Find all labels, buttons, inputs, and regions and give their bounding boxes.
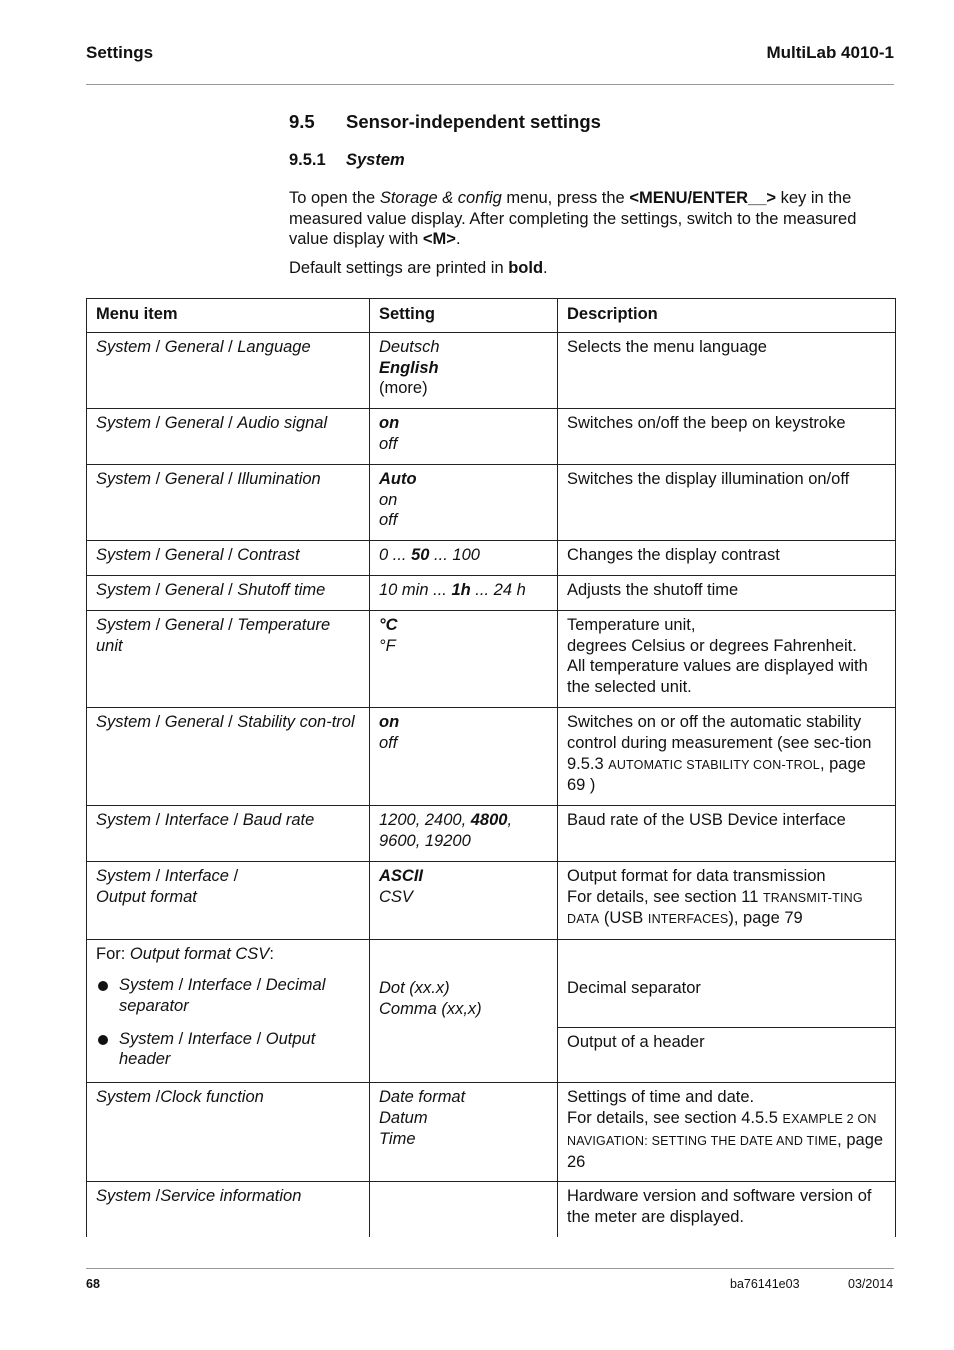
subsection-number: 9.5.1 — [289, 151, 326, 169]
description-cell: Switches the display illumination on/off — [558, 464, 896, 540]
col-header-menu-item: Menu item — [87, 299, 370, 333]
table-row-shutoff-time — [87, 575, 896, 610]
description-cell: Selects the menu language — [558, 332, 896, 408]
footer-rule — [86, 1268, 894, 1269]
description-cell: Settings of time and date. For details, see section 4.5.5 EXAMPLE 2 ON NAVIGATION: SETTING THE DATE AND TIME, page 26 — [558, 1083, 896, 1182]
intro-paragraph: To open the Storage & config menu, press the <MENU/ENTER__> key in the measured value display. After completing the settings, switch to the measured value display with <M>. — [289, 189, 857, 248]
list-item: System / Interface / Decimal separator — [96, 975, 361, 1017]
description-cell: Adjusts the shutoff time — [558, 575, 896, 610]
table-row-audio-signal — [87, 409, 896, 465]
m-key: <M> — [422, 230, 456, 248]
menu-item-cell: System /Service information — [87, 1182, 370, 1237]
table-header-row — [87, 299, 896, 333]
setting-cell — [370, 1182, 558, 1237]
setting-cell: Date format Datum Time — [370, 1083, 558, 1182]
cross-reference: EXAMPLE 2 ON NAVIGATION: SETTING THE DATE AND TIME — [567, 1111, 877, 1148]
bullet-icon — [98, 981, 108, 991]
table-row-baud-rate — [87, 806, 896, 862]
menu-item-cell: System / Interface / Baud rate — [87, 806, 370, 862]
setting-cell: 0 ... 50 ... 100 — [370, 541, 558, 576]
table-row-contrast — [87, 541, 896, 576]
page-number: 68 — [86, 1277, 100, 1291]
setting-cell: 1200, 2400, 4800, 9600, 19200 — [370, 806, 558, 862]
setting-cell: Auto on off — [370, 464, 558, 540]
section-heading — [289, 111, 601, 133]
subsection-title: System — [346, 151, 405, 169]
setting-cell: Deutsch English (more) — [370, 332, 558, 408]
list-item: System / Interface / Output header — [96, 1029, 361, 1071]
description-cell: Baud rate of the USB Device interface — [558, 806, 896, 862]
header-rule — [86, 84, 894, 85]
description-cell: Output of a header — [558, 1028, 896, 1083]
menu-item-cell: System / General / Contrast — [87, 541, 370, 576]
description-cell: Switches on or off the automatic stability control during measurement (see sec-tion 9.5.3 AUTOMATIC STABILITY CON-TROL, page 69 ) — [558, 707, 896, 805]
settings-table — [86, 298, 896, 1237]
cross-reference: AUTOMATIC STABILITY CON-TROL — [608, 757, 820, 772]
description-cell: Decimal separator — [558, 940, 896, 1028]
setting-cell: ASCII CSV — [370, 861, 558, 939]
document-id: ba76141e03 — [730, 1277, 800, 1291]
description-cell: Hardware version and software version of the meter are displayed. — [558, 1182, 896, 1237]
table-row-language — [87, 332, 896, 408]
table-row-clock-function — [87, 1083, 896, 1182]
description-cell: Changes the display contrast — [558, 541, 896, 576]
running-header-section: Settings — [86, 43, 154, 62]
table-row-csv-options — [87, 940, 896, 1028]
section-title: Sensor-independent settings — [346, 111, 601, 132]
default-note: Default settings are printed in bold. — [289, 259, 548, 277]
cross-reference: TRANSMIT-TING DATA — [567, 890, 863, 927]
menu-enter-key: <MENU/ENTER__> — [629, 189, 777, 207]
description-cell: Switches on/off the beep on keystroke — [558, 409, 896, 465]
col-header-description: Description — [558, 299, 896, 333]
menu-item-cell: System / General / Stability con-trol — [87, 707, 370, 805]
table-row-illumination — [87, 464, 896, 540]
subsection-heading — [289, 151, 405, 170]
col-header-setting: Setting — [370, 299, 558, 333]
menu-item-cell: For: Output format CSV: System / Interface / Decimal separator System / Interface / Output header — [87, 940, 370, 1083]
setting-cell: 10 min ... 1h ... 24 h — [370, 575, 558, 610]
description-cell: Output format for data transmission For details, see section 11 TRANSMIT-TING DATA (USB INTERFACES), page 79 — [558, 861, 896, 939]
document-date: 03/2014 — [848, 1277, 894, 1291]
table-row-stability-control — [87, 707, 896, 805]
menu-item-cell: System / Interface / Output format — [87, 861, 370, 939]
menu-item-cell: System /Clock function — [87, 1083, 370, 1182]
menu-item-cell: System / General / Audio signal — [87, 409, 370, 465]
setting-cell: on off — [370, 409, 558, 465]
menu-item-cell: System / General / Language — [87, 332, 370, 408]
bullet-icon — [98, 1035, 108, 1045]
setting-cell: on off — [370, 707, 558, 805]
menu-item-cell: System / General / Illumination — [87, 464, 370, 540]
section-number: 9.5 — [289, 111, 315, 132]
menu-item-cell: System / General / Temperature unit — [87, 610, 370, 707]
table-row-output-format — [87, 861, 896, 939]
table-row-service-information — [87, 1182, 896, 1237]
setting-cell: °C °F — [370, 610, 558, 707]
setting-cell: Dot (xx.x) Comma (xx,x) — [370, 940, 558, 1083]
table-row-temperature-unit — [87, 610, 896, 707]
csv-option-list — [96, 975, 361, 1070]
menu-item-cell: System / General / Shutoff time — [87, 575, 370, 610]
description-cell: Temperature unit, degrees Celsius or degrees Fahrenheit. All temperature values are displayed with the selected unit. — [558, 610, 896, 707]
running-header-product: MultiLab 4010-1 — [766, 43, 894, 62]
